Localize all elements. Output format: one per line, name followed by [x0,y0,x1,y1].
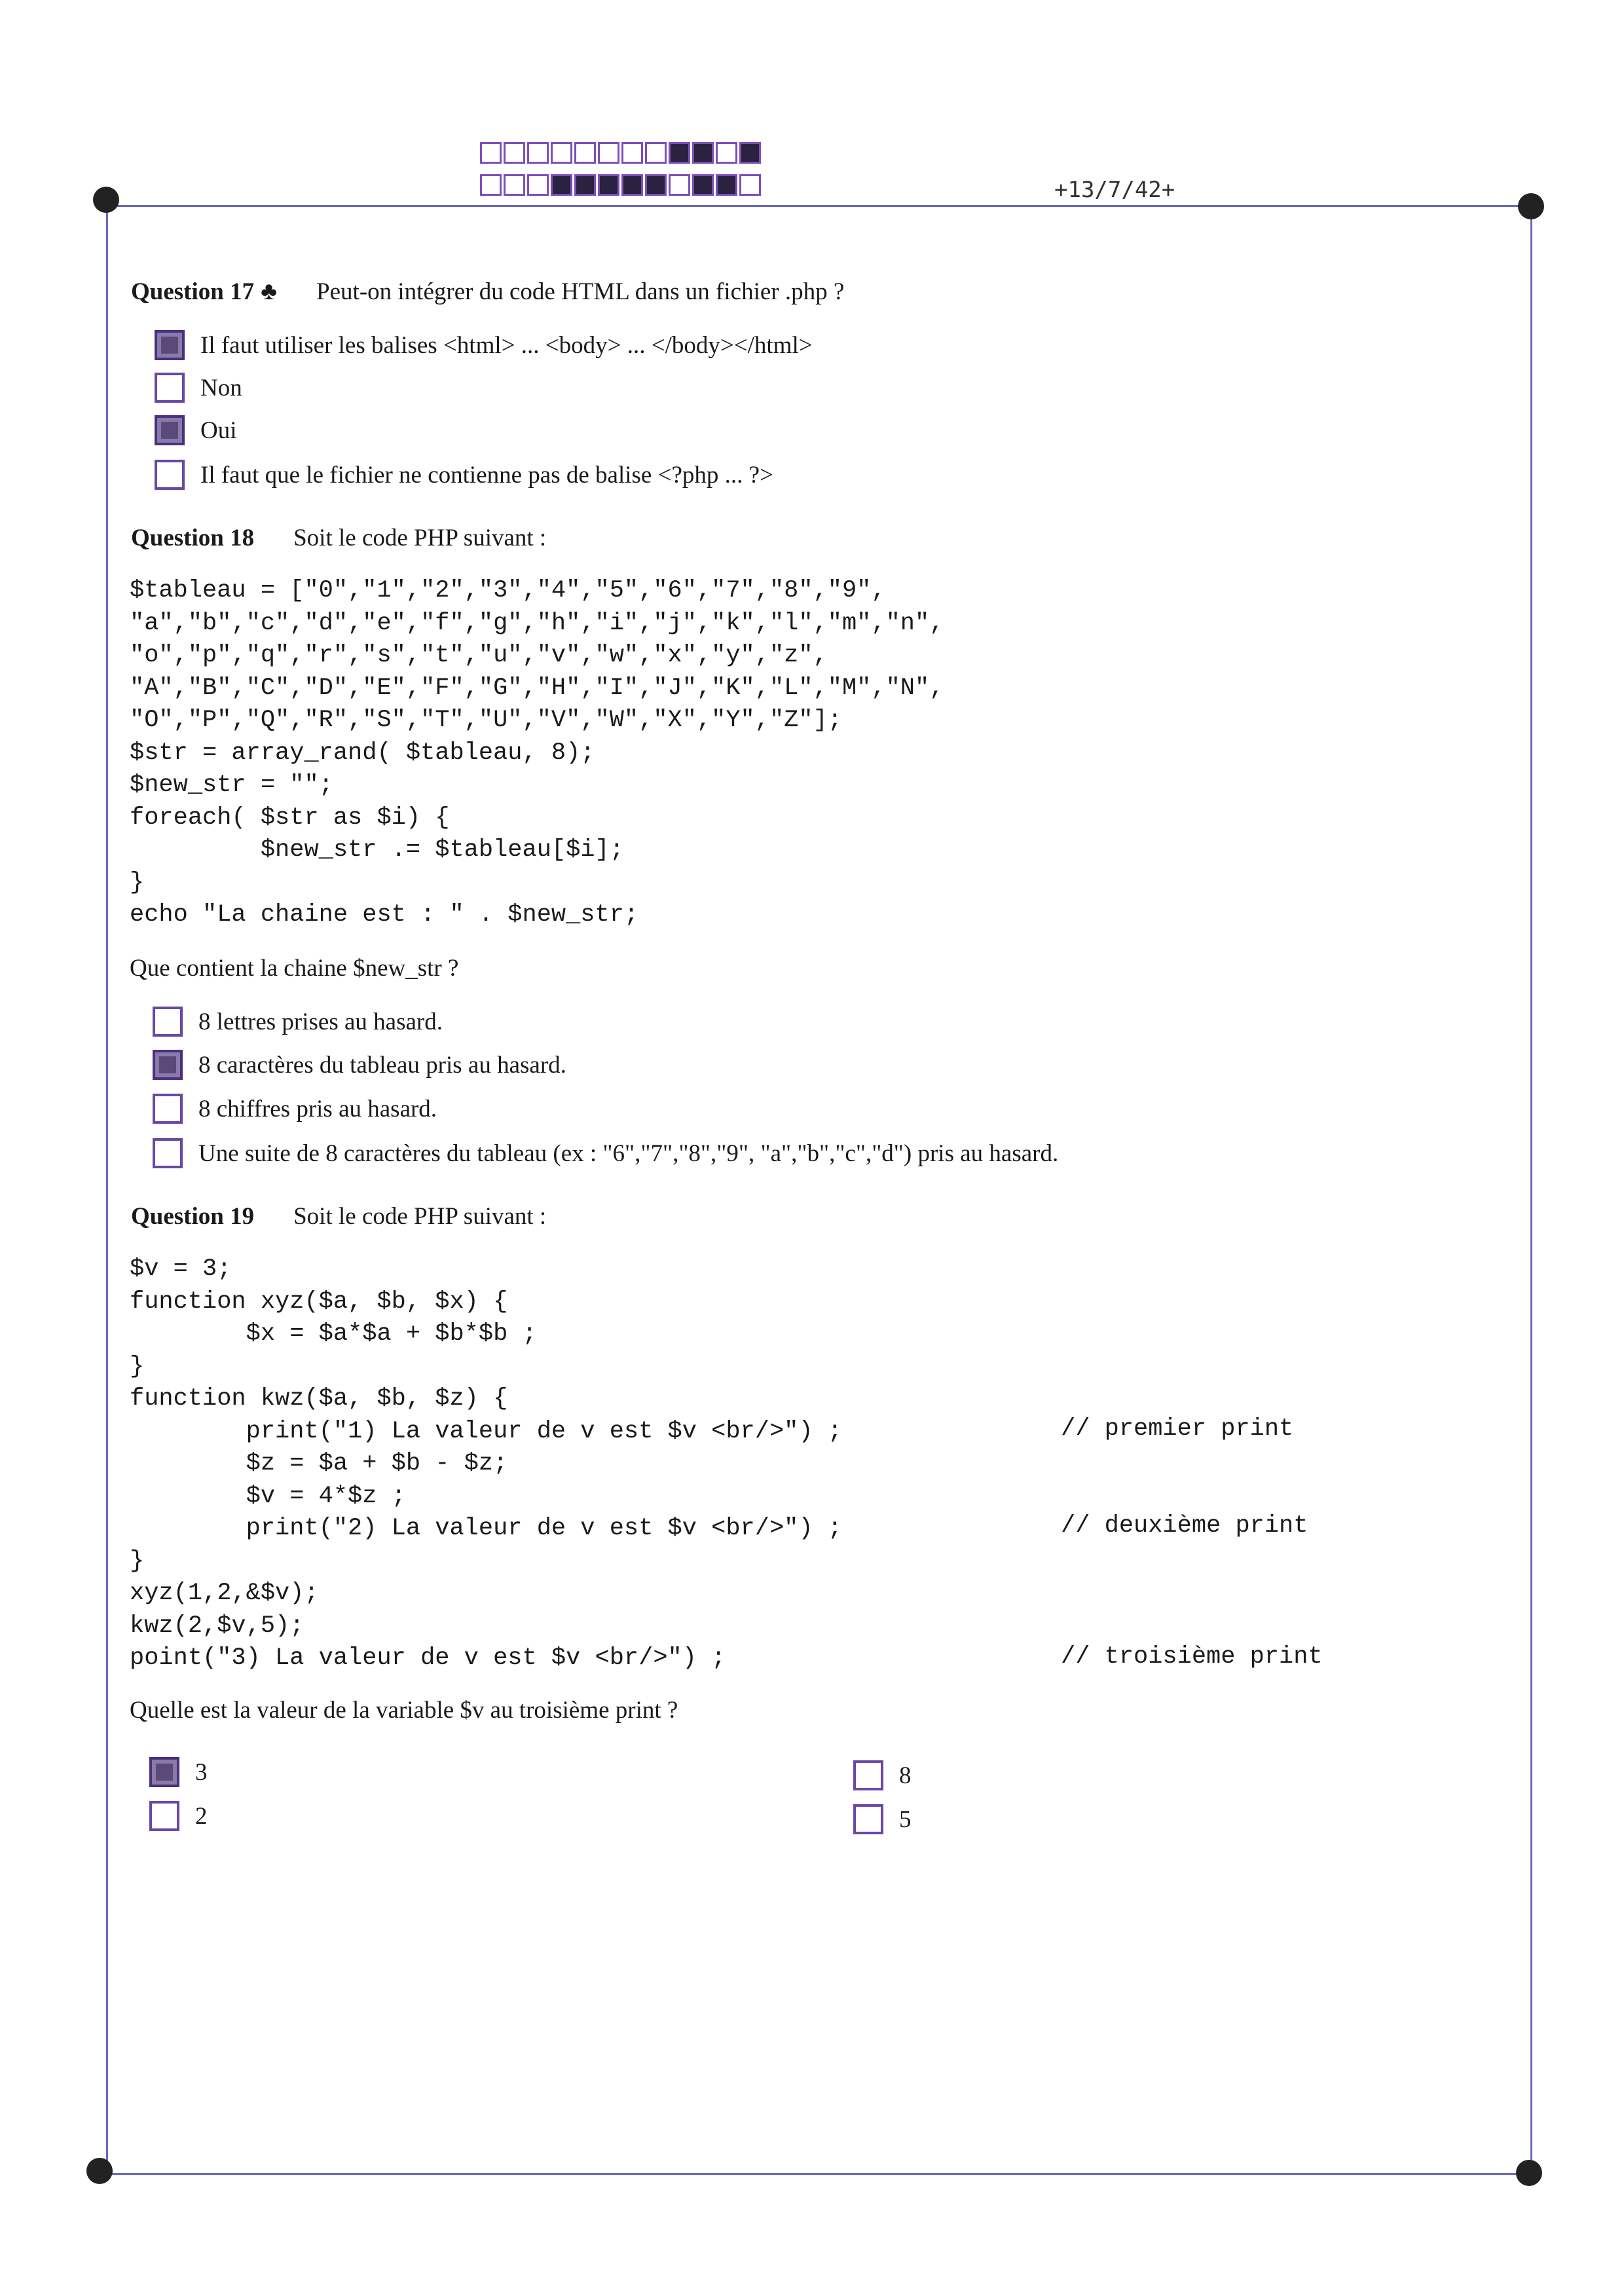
q19-option-3-checkbox[interactable] [853,1760,883,1790]
q17-option-4[interactable] [155,460,773,490]
club-icon: ♣ [261,278,278,305]
barcode-bit [598,142,619,164]
q17-option-3-checkbox[interactable] [155,415,185,445]
q17-option-3-label: Oui [200,417,237,444]
frame-right-line [1530,205,1532,2173]
comment-premier-print: // premier print [1061,1415,1294,1443]
q17-option-1-checkbox[interactable] [155,330,185,360]
q17-option-4-label: Il faut que le fichier ne contienne pas de balise <?php ... ?> [200,461,773,489]
comment-troisieme-print: // troisième print [1061,1643,1323,1671]
q17-option-2-label: Non [200,374,242,401]
q19-option-4-checkbox[interactable] [853,1804,883,1834]
barcode-bit [716,174,737,196]
barcode-bit [504,142,525,164]
q19-option-2[interactable] [149,1801,208,1831]
barcode-bit [716,142,737,164]
question-19-code: $v = 3; function xyz($a, $b, $x) { $x = $a*$a + $b*$b ; } function kwz($a, $b, $z) { print("1) La valeur de v est $v <br/>") ; $z = $a + $b - $z; $v = 4*$z ; print("2) La valeur de v est $v <br/>") ; } xyz(1,2,&$v); kwz(2,$v,5); point("3) La valeur de v est $v <br/>") ; [130,1255,842,1672]
question-18-code: $tableau = ["0","1","2","3","4","5","6","7","8","9", "a","b","c","d","e","f","g","h","i","j","k","l","m","n", "o","p","q","r","s","t","u","v","w","x","y","z", "A","B","C","D","E","F","G","H","I","J","K","L","M","N", "O","P","Q","R","S","T","U","V","W","X","Y","Z"]; $str = array_rand( $tableau, 8); $new_str = ""; foreach( $str as $i) { $new_str .= $tableau[$i]; } echo "La chaine est : " . $new_str; [130,577,944,929]
q19-option-3-label: 8 [899,1762,912,1789]
corner-mark-top-right [1518,193,1544,219]
q19-option-1[interactable] [149,1757,208,1787]
q18-option-1-checkbox[interactable] [153,1007,183,1037]
q19-option-1-label: 3 [195,1758,208,1786]
question-19-question: Quelle est la valeur de la variable $v au troisième print ? [130,1697,678,1724]
q19-option-2-label: 2 [195,1802,208,1830]
q17-option-2-checkbox[interactable] [155,373,185,403]
page-code: +13/7/42+ [1054,177,1175,203]
barcode-bit [621,142,643,164]
q17-option-2[interactable] [155,373,242,403]
barcode-bit [739,174,761,196]
barcode-bit [669,142,690,164]
q18-option-3-checkbox[interactable] [153,1094,183,1124]
q18-option-4-checkbox[interactable] [153,1138,183,1168]
question-17-prompt: Peut-on intégrer du code HTML dans un fichier .php ? [316,278,845,305]
q18-option-4[interactable] [153,1138,1058,1168]
barcode-bit [527,174,549,196]
barcode-row-1 [480,142,761,164]
question-18-title: Question 18 [131,525,255,551]
q18-option-3[interactable] [153,1094,437,1124]
q18-option-1[interactable] [153,1007,443,1037]
barcode-bit [574,142,596,164]
q17-option-1[interactable] [155,330,813,360]
barcode-bit [692,174,714,196]
barcode-bit [480,174,502,196]
q19-option-3[interactable] [853,1760,912,1790]
frame-top-line [108,205,1532,207]
barcode-bit [621,174,643,196]
barcode-bit [527,142,549,164]
question-19-header [131,1202,546,1231]
q17-option-1-label: Il faut utiliser les balises <html> ... <body> ... </body></html> [200,331,813,359]
q18-option-4-label: Une suite de 8 caractères du tableau (ex : "6","7","8","9", "a","b","c","d") pris au hasard. [198,1139,1059,1167]
q17-option-4-checkbox[interactable] [155,460,185,490]
barcode-bit [645,142,667,164]
question-17-header [131,277,844,306]
question-19-prompt: Soit le code PHP suivant : [293,1203,547,1230]
question-18-header [131,524,546,552]
corner-mark-bottom-right [1516,2160,1542,2186]
q19-option-2-checkbox[interactable] [149,1801,179,1831]
q17-option-3[interactable] [155,415,237,445]
barcode-bit [551,142,572,164]
q18-option-1-label: 8 lettres prises au hasard. [198,1008,443,1035]
question-18-prompt: Soit le code PHP suivant : [293,525,547,551]
barcode-bit [551,174,572,196]
barcode-bit [669,174,690,196]
comment-deuxieme-print: // deuxième print [1061,1512,1308,1540]
barcode-row-2 [480,174,761,196]
corner-mark-bottom-left [86,2158,113,2184]
q19-option-4[interactable] [853,1804,912,1834]
q19-option-1-checkbox[interactable] [149,1757,179,1787]
q18-option-2-checkbox[interactable] [153,1050,183,1080]
frame-left-line [106,205,108,2173]
barcode-bit [480,142,502,164]
corner-mark-top-left [93,187,119,213]
barcode-bit [739,142,761,164]
frame-bottom-line [101,2173,1532,2175]
q18-option-2[interactable] [153,1050,566,1080]
question-19-title: Question 19 [131,1203,255,1230]
question-18-question: Que contient la chaine $new_str ? [130,955,459,982]
barcode-bit [598,174,619,196]
barcode-bit [574,174,596,196]
q18-option-2-label: 8 caractères du tableau pris au hasard. [198,1051,566,1079]
barcode-bit [504,174,525,196]
barcode-bit [692,142,714,164]
q18-option-3-label: 8 chiffres pris au hasard. [198,1095,437,1122]
q19-option-4-label: 5 [899,1805,912,1833]
question-17-title: Question 17 [131,278,255,305]
barcode-bit [645,174,667,196]
